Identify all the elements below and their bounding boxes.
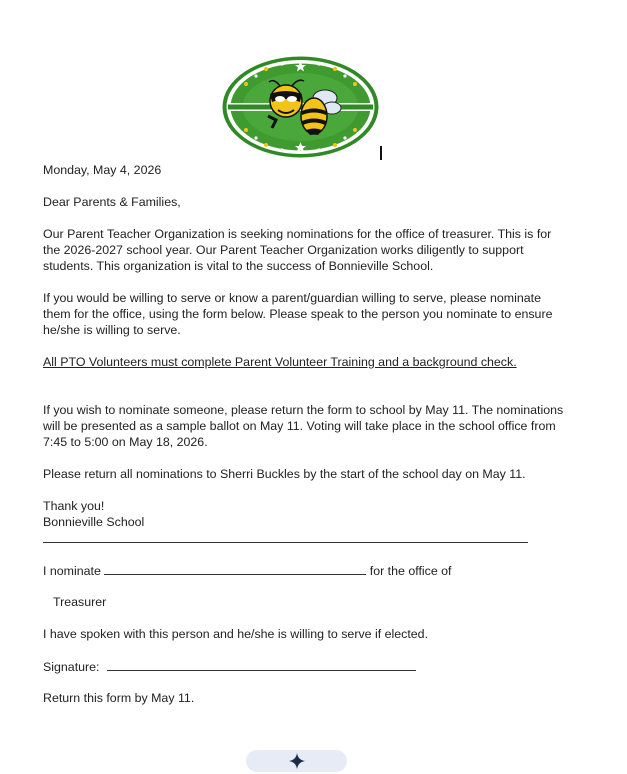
- volunteer-notice: All PTO Volunteers must complete Parent Volunteer Training and a background check.: [43, 355, 517, 369]
- paragraph-2-line-3: he/she is willing to serve.: [43, 323, 181, 337]
- form-divider: [43, 542, 528, 543]
- sparkle-icon: [289, 753, 305, 769]
- paragraph-2-line-2: them for the office, using the form below. Please speak to the person you nominate to ensure: [43, 307, 553, 321]
- paragraph-3-line-3: 7:45 to 5:00 on May 18, 2026.: [43, 435, 208, 449]
- paragraph-1-line-2: the 2026-2027 school year. Our Parent Teacher Organization works diligently to support: [43, 243, 524, 257]
- return-note: Return this form by May 11.: [43, 691, 195, 705]
- yellow-jacket-logo: [222, 56, 379, 158]
- paragraph-3-line-2: will be presented as a sample ballot on May 11. Voting will take place in the school office from: [43, 419, 556, 433]
- school-signature: Bonnieville School: [43, 515, 145, 529]
- letter-greeting: Dear Parents & Families,: [43, 195, 181, 209]
- spoken-statement: I have spoken with this person and he/she is willing to serve if elected.: [43, 627, 429, 641]
- paragraph-2-line-1: If you would be willing to serve or know a parent/guardian willing to serve, please nominate: [43, 291, 541, 305]
- paragraph-1-line-3: students. This organization is vital to the success of Bonnieville School.: [43, 259, 434, 273]
- paragraph-1-line-1: Our Parent Teacher Organization is seeking nominations for the office of treasurer. This is for: [43, 227, 552, 241]
- text-cursor: [380, 146, 382, 160]
- closing: Thank you!: [43, 499, 105, 513]
- paragraph-3-line-1: If you wish to nominate someone, please return the form to school by May 11. The nominations: [43, 403, 564, 417]
- nominate-row: [43, 562, 573, 579]
- sparkle-button[interactable]: [246, 750, 347, 772]
- nominate-label: I nominate: [43, 564, 101, 578]
- office-value: Treasurer: [53, 595, 107, 609]
- signature-label: Signature:: [43, 660, 100, 674]
- letter-date: Monday, May 4, 2026: [43, 163, 162, 177]
- signature-blank[interactable]: [107, 658, 416, 671]
- nominee-blank[interactable]: [104, 562, 366, 575]
- paragraph-4: Please return all nominations to Sherri Buckles by the start of the school day on May 11.: [43, 467, 526, 481]
- office-label: for the office of: [369, 564, 452, 578]
- signature-row: [43, 658, 573, 675]
